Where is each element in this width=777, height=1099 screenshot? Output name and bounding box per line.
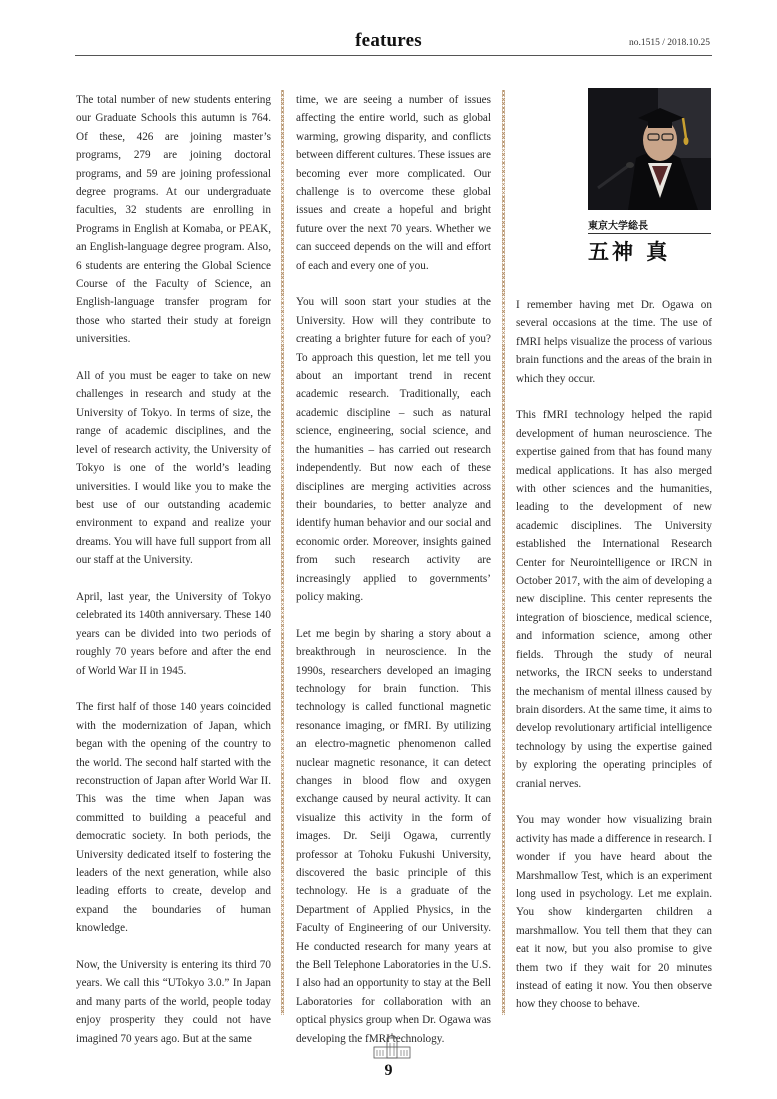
- portrait-illustration: [588, 88, 711, 210]
- article-column-3: [516, 296, 712, 1014]
- caption-rule: [588, 233, 711, 234]
- column-divider: [502, 90, 505, 1015]
- paragraph: Let me begin by sharing a story about a breakthrough in neuroscience. In the 1990s, researchers developed an imaging technology for brain function. This technology is called functional magnetic resonance imaging, or fMRI. By utilizing an electro-magnetic phenomenon called nuclear magnetic resonance, it can detect changes in blood flow and oxygen exchange caused by neural activity. It can visualize this activity in the form of images. Dr. Seiji Ogawa, currently professor at Tohoku Fukushi University, discovered the basic principle of this technology. He is a graduate of the Department of Applied Physics, in the Faculty of Engineering of our University. He conducted research for many years at the Bell Telephone Laboratories in the U.S. I also had an opportunity to stay at the Bell Laboratories for collaboration with an optical physics group when Dr. Ogawa was developing the fMRI technology.: [296, 627, 491, 1045]
- university-building-logo: [373, 1033, 411, 1059]
- page-number: 9: [384, 1062, 393, 1079]
- column-divider: [281, 90, 284, 1015]
- paragraph: time, we are seeing a number of issues affecting the entire world, such as global warming, growing disparity, and conflicts between different cultures. These issues are becoming ever more complicated. Our challenge is to overcome these global issues and create a hopeful and bright future over the next 70 years. Whether we can succeed depends on the will and effort of each and every one of you.: [296, 94, 491, 272]
- paragraph: April, last year, the University of Tokyo celebrated its 140th anniversary. These 140 years can be divided into two periods of roughly 70 years before and after the end of World War II in 1945.: [76, 590, 271, 677]
- paragraph: You may wonder how visualizing brain activity has made a difference in research. I wonder if you have heard about the Marshmallow Test, which is an experiment long used in psychology. Let me explain. You show kindergarten children a marshmallow. You tell them that they can eat it now, but you also promise to give them two if they wait for 20 minutes instead of eating it now. You then observe how they choose to behave.: [516, 814, 712, 1011]
- paragraph: Now, the University is entering its third 70 years. We call this “UTokyo 3.0.” In Japan and many parts of the world, people today enjoy prosperity they could not have imagined 70 years ago. But at the same: [76, 959, 271, 1045]
- article-column-2: [296, 91, 491, 1048]
- article-column-1: [76, 91, 271, 1048]
- paragraph: You will soon start your studies at the University. How will they contribute to creating a brighter future for each of you? To approach this question, let me tell you about an important trend in recent academic research. Traditionally, each academic discipline – such as natural science, engineering, social science, and the humanities – has carried out research independently. But now each of these disciplines are merging activities across their boundaries, to better analyze and identify human behavior and our social and economic order. Moreover, insights gained from such research activity are increasingly applied to governments’ policy making.: [296, 296, 491, 603]
- issue-label: no.1515 / 2018.10.25: [628, 38, 710, 48]
- portrait-name: 五神 真: [588, 240, 671, 264]
- header-rule: [75, 55, 712, 56]
- paragraph: I remember having met Dr. Ogawa on several occasions at the time. The use of fMRI helps visualize the process of various brain functions and the areas of the brain in which they occur.: [516, 299, 712, 385]
- paragraph: All of you must be eager to take on new challenges in research and study at the University of Tokyo. In terms of size, the range of academic disciplines, and the level of research activity, the University of Tokyo is one of the world’s leading universities. I would like you to make the best use of our outstanding academic environment to expand and realize your dreams. You will have full support from all our staff at the University.: [76, 370, 271, 567]
- section-title: features: [355, 30, 422, 51]
- paragraph: The first half of those 140 years coincided with the modernization of Japan, which began with the opening of the country to the world. The second half started with the reconstruction of Japan after World War II. This was the time when Japan was committed to building a peaceful and democratic society. In both periods, the University dedicated itself to fostering the leaders of the next generation, while also leading efforts to create, develop and expand the boundaries of human knowledge.: [76, 701, 271, 935]
- paragraph: The total number of new students entering our Graduate Schools this autumn is 764. Of these, 426 are joining master’s programs, 279 are joining doctoral programs, and 59 are joining professional degree programs. At our undergraduate faculties, 32 students are enrolling in Programs in English at Komaba, or PEAK, an English-language degree program. Also, 6 students are entering the Global Science Course of the Faculty of Science, an English-language transfer program for those who started their study at foreign universities.: [76, 94, 271, 346]
- president-photo: [588, 88, 711, 210]
- paragraph: This fMRI technology helped the rapid development of human neuroscience. The expertise gained from that has found many medical applications. It has also merged with other sciences and the humanities, leading to the development of new academic disciplines. The University established the International Research Center for Neurointelligence or IRCN in October 2017, with the aim of developing a new discipline. This center represents the integration of bioscience, medical science, and information science, among other fields. Through the study of neural networks, the IRCN seeks to understand the mechanism of mental illness caused by brain disorders. At the same time, it aims to develop revolutionary artificial intelligence technology by using the expertise gained by exploring the operating principles of cranial nerves.: [516, 409, 712, 790]
- portrait-title: 東京大学総長: [588, 221, 648, 232]
